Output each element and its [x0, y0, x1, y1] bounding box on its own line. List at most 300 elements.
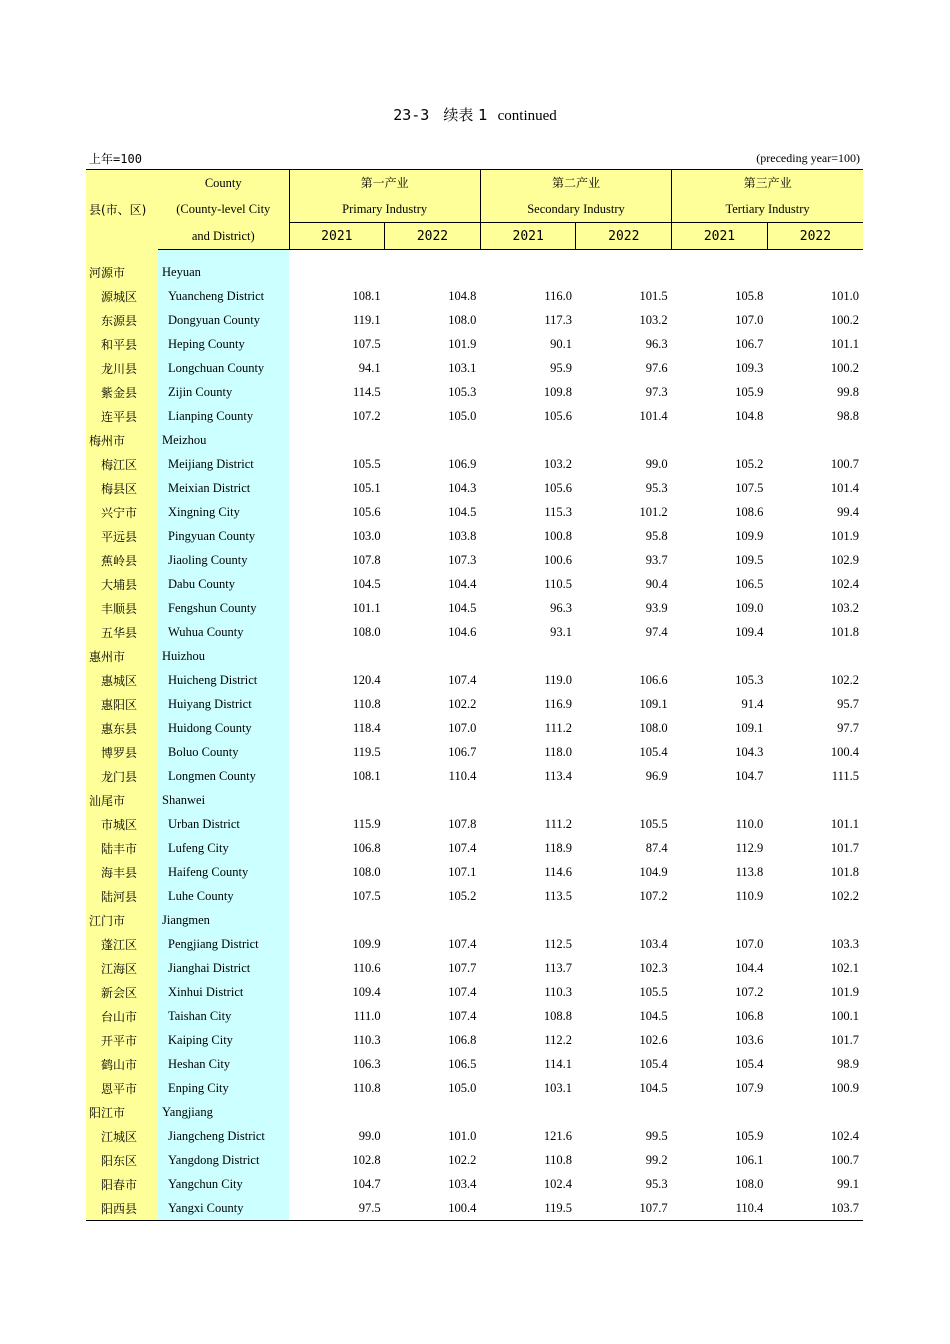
value-cell — [480, 260, 576, 284]
row-name-cn: 紫金县 — [86, 380, 158, 404]
row-name-cn: 博罗县 — [86, 740, 158, 764]
value-cell: 100.4 — [385, 1196, 481, 1221]
row-name-en: Kaiping City — [158, 1028, 289, 1052]
value-cell — [672, 428, 768, 452]
header-county-cn-text: 县(市、区) — [89, 202, 147, 217]
value-cell: 106.9 — [448, 456, 477, 471]
table-row — [86, 1004, 863, 1028]
value-cell: 105.3 — [735, 672, 764, 687]
value-cell: 108.8 — [543, 1008, 572, 1023]
value-cell: 109.9 — [352, 936, 381, 951]
table-row — [86, 812, 863, 836]
value-cell: 111.5 — [831, 768, 859, 783]
value-cell: 107.0 — [735, 312, 764, 327]
table-row — [86, 716, 863, 740]
row-name-cn: 惠城区 — [86, 668, 158, 692]
table-row — [86, 380, 863, 404]
row-name-cn: 东源县 — [86, 308, 158, 332]
value-cell — [672, 260, 768, 284]
value-cell: 90.1 — [550, 336, 572, 351]
value-cell: 93.9 — [645, 600, 668, 615]
value-cell: 117.3 — [544, 312, 572, 327]
value-cell: 102.1 — [830, 960, 859, 975]
value-cell: 102.2 — [830, 888, 859, 903]
value-cell: 105.4 — [639, 744, 668, 759]
value-cell: 108.0 — [639, 720, 668, 735]
table-row — [86, 284, 863, 308]
value-cell: 110.3 — [544, 984, 572, 999]
header-year: 2022 — [767, 223, 863, 250]
value-cell — [576, 428, 672, 452]
header-year: 2021 — [289, 223, 385, 250]
value-cell — [289, 788, 385, 812]
value-cell: 107.2 — [352, 408, 381, 423]
row-name-cn: 蓬江区 — [86, 932, 158, 956]
value-cell: 99.5 — [645, 1128, 668, 1143]
value-cell: 105.2 — [735, 456, 764, 471]
value-cell: 106.5 — [735, 576, 764, 591]
value-cell: 97.3 — [645, 384, 668, 399]
row-name-en: Luhe County — [158, 884, 289, 908]
row-name-cn: 河源市 — [86, 260, 158, 284]
row-name-en: Lufeng City — [158, 836, 289, 860]
value-cell — [576, 260, 672, 284]
value-cell: 109.0 — [735, 600, 764, 615]
value-cell: 99.0 — [358, 1128, 381, 1143]
row-name-en: Meizhou — [158, 428, 289, 452]
value-cell — [672, 788, 768, 812]
value-cell: 120.4 — [352, 672, 381, 687]
row-name-en: Huicheng District — [158, 668, 289, 692]
value-cell: 110.6 — [352, 960, 381, 975]
table-row — [86, 452, 863, 476]
row-name-en: Haifeng County — [158, 860, 289, 884]
row-name-cn: 市城区 — [86, 812, 158, 836]
value-cell: 103.1 — [543, 1080, 572, 1095]
value-cell: 106.8 — [735, 1008, 764, 1023]
value-cell: 107.4 — [448, 840, 477, 855]
value-cell — [767, 428, 863, 452]
row-name-cn: 阳江市 — [86, 1100, 158, 1124]
value-cell: 104.5 — [639, 1008, 668, 1023]
value-cell: 104.5 — [448, 504, 477, 519]
base-note-cn-text: 上年 — [89, 152, 114, 166]
value-cell: 99.4 — [837, 504, 859, 519]
value-cell: 101.0 — [830, 288, 859, 303]
city-row — [86, 260, 863, 284]
value-cell: 106.5 — [448, 1056, 477, 1071]
table-row — [86, 476, 863, 500]
value-cell: 107.4 — [448, 1008, 477, 1023]
table-row — [86, 668, 863, 692]
row-name-cn: 陆丰市 — [86, 836, 158, 860]
value-cell: 104.3 — [735, 744, 764, 759]
value-cell: 91.4 — [741, 696, 764, 711]
row-name-cn: 恩平市 — [86, 1076, 158, 1100]
value-cell: 108.0 — [352, 864, 381, 879]
row-name-cn: 蕉岭县 — [86, 548, 158, 572]
value-cell — [385, 908, 481, 932]
value-cell: 102.4 — [830, 1128, 859, 1143]
table-row — [86, 308, 863, 332]
value-cell: 119.0 — [544, 672, 572, 687]
value-cell: 104.8 — [735, 408, 764, 423]
row-name-cn: 兴宁市 — [86, 500, 158, 524]
value-cell: 98.8 — [837, 408, 859, 423]
value-cell: 105.6 — [543, 480, 572, 495]
value-cell: 100.4 — [830, 744, 859, 759]
spacer-cell — [158, 250, 289, 261]
value-cell — [480, 428, 576, 452]
value-cell: 107.0 — [448, 720, 477, 735]
value-cell: 118.0 — [544, 744, 572, 759]
value-cell: 103.2 — [543, 456, 572, 471]
table-row — [86, 1124, 863, 1148]
value-cell: 100.7 — [830, 1152, 859, 1167]
table-row — [86, 404, 863, 428]
header-county-cn — [86, 170, 158, 250]
value-cell — [480, 644, 576, 668]
value-cell: 106.6 — [639, 672, 668, 687]
value-cell: 116.9 — [544, 696, 572, 711]
value-cell: 111.2 — [544, 816, 572, 831]
row-name-en: Huizhou — [158, 644, 289, 668]
row-name-en: Longmen County — [158, 764, 289, 788]
value-cell: 107.4 — [448, 984, 477, 999]
row-name-cn: 龙川县 — [86, 356, 158, 380]
city-row — [86, 428, 863, 452]
value-cell: 101.1 — [830, 816, 859, 831]
table-body — [86, 250, 863, 1221]
value-cell: 100.8 — [543, 528, 572, 543]
table-row — [86, 860, 863, 884]
value-cell: 100.9 — [830, 1080, 859, 1095]
value-cell: 113.5 — [544, 888, 572, 903]
value-cell: 107.4 — [448, 672, 477, 687]
value-cell — [480, 788, 576, 812]
base-note-eq: =100 — [113, 152, 142, 166]
value-cell: 105.5 — [639, 984, 668, 999]
value-cell: 108.0 — [448, 312, 477, 327]
city-row — [86, 788, 863, 812]
header-county-en-2: (County-level City — [158, 196, 289, 223]
value-cell: 101.7 — [830, 1032, 859, 1047]
value-cell: 106.1 — [735, 1152, 764, 1167]
row-name-en: Yangchun City — [158, 1172, 289, 1196]
row-name-en: Enping City — [158, 1076, 289, 1100]
header-tertiary-cn-text: 第三产业 — [743, 176, 792, 190]
row-name-cn: 汕尾市 — [86, 788, 158, 812]
table-row — [86, 884, 863, 908]
value-cell: 103.0 — [352, 528, 381, 543]
value-cell: 101.1 — [830, 336, 859, 351]
value-cell: 104.3 — [448, 480, 477, 495]
value-cell: 103.4 — [448, 1176, 477, 1191]
value-cell: 112.9 — [735, 840, 764, 855]
value-cell: 109.9 — [735, 528, 764, 543]
table-row — [86, 1196, 863, 1221]
value-cell: 107.3 — [448, 552, 477, 567]
value-cell: 110.8 — [352, 1080, 381, 1095]
value-cell — [480, 908, 576, 932]
value-cell: 104.9 — [639, 864, 668, 879]
row-name-en: Yangdong District — [158, 1148, 289, 1172]
row-name-cn: 惠东县 — [86, 716, 158, 740]
value-cell: 102.2 — [830, 672, 859, 687]
value-cell: 104.6 — [448, 624, 477, 639]
index-table — [86, 169, 863, 1221]
value-cell — [385, 788, 481, 812]
value-cell: 102.4 — [830, 576, 859, 591]
row-name-cn: 阳西县 — [86, 1196, 158, 1221]
row-name-en: Huiyang District — [158, 692, 289, 716]
row-name-en: Yangjiang — [158, 1100, 289, 1124]
header-primary-cn-text: 第一产业 — [360, 176, 409, 190]
value-cell: 102.2 — [448, 1152, 477, 1167]
value-cell: 96.3 — [645, 336, 668, 351]
value-cell: 109.4 — [352, 984, 381, 999]
table-row — [86, 620, 863, 644]
value-cell: 102.6 — [639, 1032, 668, 1047]
value-cell — [289, 908, 385, 932]
row-name-en: Yangxi County — [158, 1196, 289, 1221]
value-cell: 118.4 — [352, 720, 381, 735]
value-cell: 104.5 — [448, 600, 477, 615]
value-cell — [289, 260, 385, 284]
row-name-en: Taishan City — [158, 1004, 289, 1028]
value-cell: 119.5 — [480, 1196, 576, 1221]
value-cell: 105.8 — [735, 288, 764, 303]
value-cell: 95.3 — [645, 480, 668, 495]
value-cell: 101.7 — [830, 840, 859, 855]
value-cell: 101.5 — [639, 288, 668, 303]
value-cell: 108.1 — [352, 288, 381, 303]
value-cell: 111.0 — [353, 1008, 381, 1023]
value-cell: 108.0 — [352, 624, 381, 639]
value-cell: 105.9 — [735, 384, 764, 399]
header-secondary-cn-text: 第二产业 — [551, 176, 600, 190]
value-cell: 107.8 — [352, 552, 381, 567]
table-number: 23-3 — [393, 106, 430, 124]
table-title-cn: 续表 1 — [443, 106, 488, 124]
value-cell: 97.7 — [837, 720, 859, 735]
value-cell — [576, 1100, 672, 1124]
value-cell: 107.4 — [448, 936, 477, 951]
value-cell: 103.4 — [639, 936, 668, 951]
header-tertiary-cn — [672, 170, 863, 197]
value-cell: 101.4 — [639, 408, 668, 423]
row-name-en: Jiangcheng District — [158, 1124, 289, 1148]
row-name-en: Dongyuan County — [158, 308, 289, 332]
row-name-en: Pengjiang District — [158, 932, 289, 956]
base-note-cn — [89, 150, 142, 167]
value-cell: 101.9 — [830, 528, 859, 543]
row-name-en: Huidong County — [158, 716, 289, 740]
spacer-cell — [86, 250, 158, 261]
value-cell: 97.5 — [289, 1196, 385, 1221]
row-name-en: Jiaoling County — [158, 548, 289, 572]
value-cell: 93.1 — [550, 624, 572, 639]
value-cell: 90.4 — [645, 576, 668, 591]
value-cell: 103.8 — [448, 528, 477, 543]
value-cell: 110.4 — [448, 768, 477, 783]
row-name-cn: 大埔县 — [86, 572, 158, 596]
table-row — [86, 332, 863, 356]
table-row — [86, 548, 863, 572]
value-cell: 96.9 — [645, 768, 668, 783]
header-county-en-3: and District) — [158, 223, 289, 250]
row-name-cn: 江门市 — [86, 908, 158, 932]
value-cell: 103.2 — [830, 600, 859, 615]
value-cell: 103.3 — [830, 936, 859, 951]
value-cell: 115.9 — [352, 816, 381, 831]
value-cell: 107.7 — [576, 1196, 672, 1221]
value-cell — [576, 644, 672, 668]
row-name-en: Jianghai District — [158, 956, 289, 980]
value-cell — [289, 644, 385, 668]
row-name-cn: 源城区 — [86, 284, 158, 308]
value-cell: 94.1 — [358, 360, 381, 375]
value-cell: 101.4 — [830, 480, 859, 495]
row-name-en: Xingning City — [158, 500, 289, 524]
value-cell: 107.5 — [735, 480, 764, 495]
value-cell: 95.9 — [550, 360, 572, 375]
value-cell: 105.1 — [352, 480, 381, 495]
row-name-cn: 梅县区 — [86, 476, 158, 500]
value-cell: 109.1 — [639, 696, 668, 711]
base-note-en: (preceding year=100) — [756, 151, 860, 165]
row-name-en: Meijiang District — [158, 452, 289, 476]
row-name-en: Meixian District — [158, 476, 289, 500]
value-cell: 107.5 — [352, 888, 381, 903]
value-cell: 105.6 — [543, 408, 572, 423]
row-name-cn: 梅州市 — [86, 428, 158, 452]
value-cell — [672, 1100, 768, 1124]
row-name-en: Shanwei — [158, 788, 289, 812]
value-cell: 104.4 — [448, 576, 477, 591]
value-cell: 118.9 — [544, 840, 572, 855]
value-cell: 110.8 — [544, 1152, 572, 1167]
value-cell: 101.0 — [448, 1128, 477, 1143]
value-cell: 114.6 — [544, 864, 572, 879]
header-year: 2022 — [385, 223, 481, 250]
value-cell: 105.4 — [735, 1056, 764, 1071]
value-cell: 101.9 — [830, 984, 859, 999]
value-cell: 109.5 — [735, 552, 764, 567]
row-name-en: Dabu County — [158, 572, 289, 596]
value-cell: 114.1 — [544, 1056, 572, 1071]
header-tertiary-en: Tertiary Industry — [672, 196, 863, 223]
value-cell: 106.8 — [352, 840, 381, 855]
value-cell: 119.5 — [352, 744, 381, 759]
value-cell: 95.3 — [645, 1176, 668, 1191]
header-county-en-1: County — [158, 170, 289, 197]
row-name-en: Lianping County — [158, 404, 289, 428]
value-cell — [385, 428, 481, 452]
value-cell: 103.7 — [767, 1196, 863, 1221]
value-cell: 110.5 — [544, 576, 572, 591]
row-name-en: Heshan City — [158, 1052, 289, 1076]
row-name-cn: 江海区 — [86, 956, 158, 980]
value-cell: 104.5 — [352, 576, 381, 591]
value-cell: 105.3 — [448, 384, 477, 399]
table-row — [86, 572, 863, 596]
row-name-cn: 五华县 — [86, 620, 158, 644]
row-name-cn: 平远县 — [86, 524, 158, 548]
value-cell: 100.7 — [830, 456, 859, 471]
header-year: 2021 — [672, 223, 768, 250]
city-row — [86, 1100, 863, 1124]
value-cell: 87.4 — [645, 840, 668, 855]
value-cell: 104.4 — [735, 960, 764, 975]
value-cell: 102.8 — [352, 1152, 381, 1167]
value-cell: 104.7 — [735, 768, 764, 783]
value-cell: 116.0 — [544, 288, 572, 303]
value-cell: 107.7 — [448, 960, 477, 975]
table-row — [86, 932, 863, 956]
row-name-cn: 阳春市 — [86, 1172, 158, 1196]
value-cell: 99.8 — [837, 384, 859, 399]
table-row — [86, 740, 863, 764]
value-cell: 121.6 — [543, 1128, 572, 1143]
value-cell: 101.2 — [639, 504, 668, 519]
value-cell: 112.2 — [544, 1032, 572, 1047]
row-name-cn: 新会区 — [86, 980, 158, 1004]
value-cell: 108.6 — [735, 504, 764, 519]
row-name-cn: 龙门县 — [86, 764, 158, 788]
header-primary-cn — [289, 170, 480, 197]
value-cell: 104.7 — [352, 1176, 381, 1191]
value-cell: 99.0 — [645, 456, 668, 471]
value-cell: 107.2 — [639, 888, 668, 903]
value-cell: 99.1 — [837, 1176, 859, 1191]
value-cell: 110.0 — [735, 816, 764, 831]
value-cell — [289, 1100, 385, 1124]
value-cell — [576, 908, 672, 932]
table-row — [86, 764, 863, 788]
value-cell: 105.5 — [352, 456, 381, 471]
value-cell: 95.8 — [645, 528, 668, 543]
value-cell: 105.4 — [639, 1056, 668, 1071]
value-cell: 105.0 — [448, 1080, 477, 1095]
value-cell: 98.9 — [837, 1056, 859, 1071]
row-name-en: Boluo County — [158, 740, 289, 764]
table-title — [0, 104, 950, 125]
table-row — [86, 692, 863, 716]
table-title-en: continued — [497, 108, 557, 124]
value-cell: 107.8 — [448, 816, 477, 831]
row-name-en: Wuhua County — [158, 620, 289, 644]
table-row — [86, 1028, 863, 1052]
value-cell: 111.2 — [544, 720, 572, 735]
value-cell: 110.4 — [672, 1196, 768, 1221]
value-cell: 105.5 — [639, 816, 668, 831]
header-secondary-en: Secondary Industry — [480, 196, 671, 223]
row-name-en: Heping County — [158, 332, 289, 356]
value-cell: 100.6 — [543, 552, 572, 567]
row-name-cn: 阳东区 — [86, 1148, 158, 1172]
value-cell: 101.1 — [352, 600, 381, 615]
value-cell: 101.8 — [830, 624, 859, 639]
value-cell: 106.3 — [352, 1056, 381, 1071]
value-cell: 106.8 — [448, 1032, 477, 1047]
value-cell: 110.3 — [352, 1032, 381, 1047]
row-name-cn: 惠阳区 — [86, 692, 158, 716]
value-cell: 107.2 — [735, 984, 764, 999]
value-cell: 109.1 — [735, 720, 764, 735]
table-row — [86, 956, 863, 980]
row-name-en: Urban District — [158, 812, 289, 836]
